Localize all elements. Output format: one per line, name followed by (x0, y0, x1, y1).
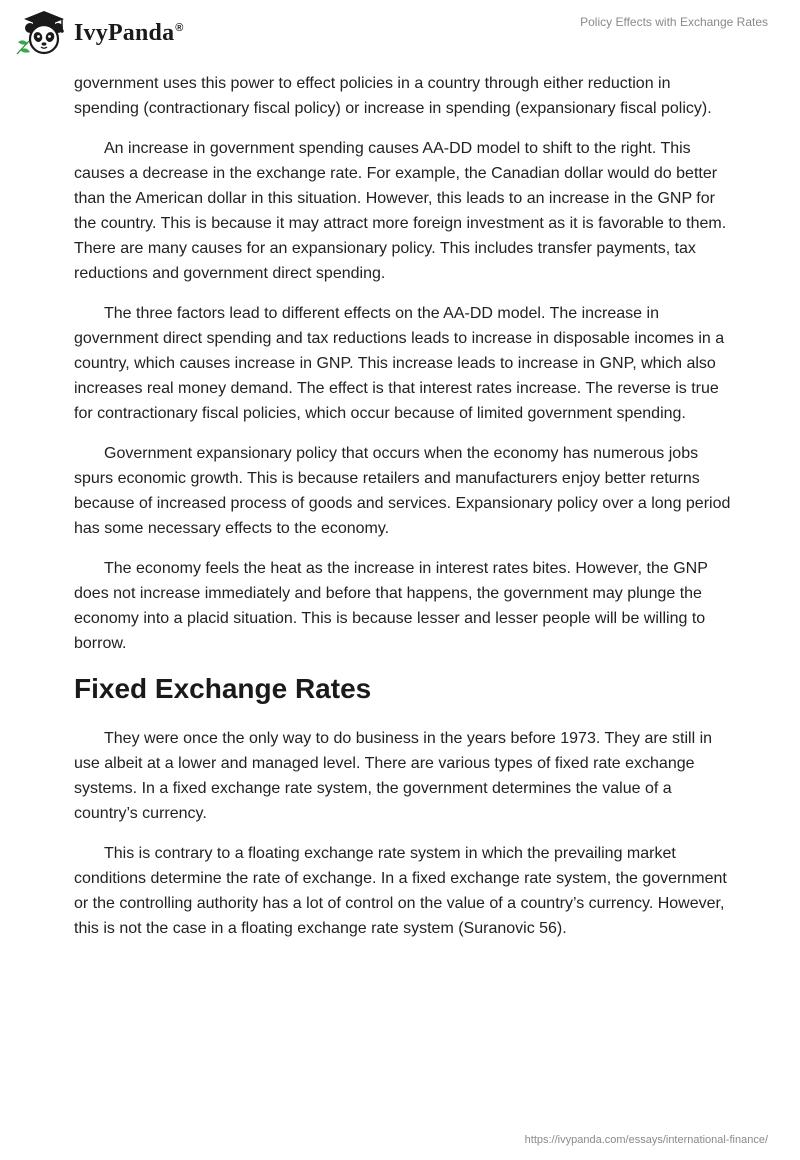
paragraph: They were once the only way to do business in the years before 1973. They are still in use albeit at a lower and managed level. There are various types of fixed rate exchange systems. In a fixed exchange rate system, the government determines the value of a country’s currency. (74, 730, 713, 822)
source-url[interactable]: https://ivypanda.com/essays/international-finance/ (524, 1134, 768, 1146)
paragraph: The three factors lead to different effects on the AA-DD model. The increase in government direct spending and tax reductions leads to increase in disposable incomes in a country, which causes increase in GNP. This increase leads to increase in GNP, which also increases real money demand. The effect is that interest rates increase. The reverse is true for contractionary fiscal policies, which occur because of limited government spending. (74, 305, 725, 422)
section-heading: Fixed Exchange Rates (74, 673, 372, 704)
paragraph: Government expansionary policy that occurs when the economy has numerous jobs spurs economic growth. This is because retailers and manufacturers enjoy better returns because of increased process of goods and services. Expansionary policy over a long period has some necessary effects to the economy. (74, 445, 731, 537)
registered-mark: ® (175, 21, 184, 34)
paragraph: The economy feels the heat as the increase in interest rates bites. However, the GNP does not increase immediately and before that happens, the government may plunge the economy into a placid situation. This is because lesser and lesser people will be willing to borrow. (74, 560, 708, 652)
essay-body (74, 71, 734, 956)
page-header (0, 0, 800, 64)
ivypanda-logo[interactable] (14, 8, 184, 56)
paragraph: government uses this power to effect policies in a country through either reduction in spending (contractionary fiscal policy) or increase in spending (expansionary fiscal policy). (74, 75, 712, 117)
paragraph: An increase in government spending causes AA-DD model to shift to the right. This causes a decrease in the exchange rate. For example, the Canadian dollar would do better than the American dollar in this situation. However, this leads to an increase in the GNP for the country. This is because it may attract more foreign investment as it is favorable to them. There are many causes for an expansionary policy. This includes transfer payments, tax reductions and government direct spending. (74, 140, 727, 282)
paragraph: This is contrary to a floating exchange rate system in which the prevailing market conditions determine the rate of exchange. In a fixed exchange rate system, the government or the controlling authority has a lot of control on the value of a country’s currency. However, this is not the case in a floating exchange rate system (Suranovic 56). (74, 845, 727, 937)
document-title: Policy Effects with Exchange Rates (580, 15, 768, 29)
panda-graduate-icon (14, 8, 70, 56)
brand-name: IvyPanda® (74, 19, 184, 46)
